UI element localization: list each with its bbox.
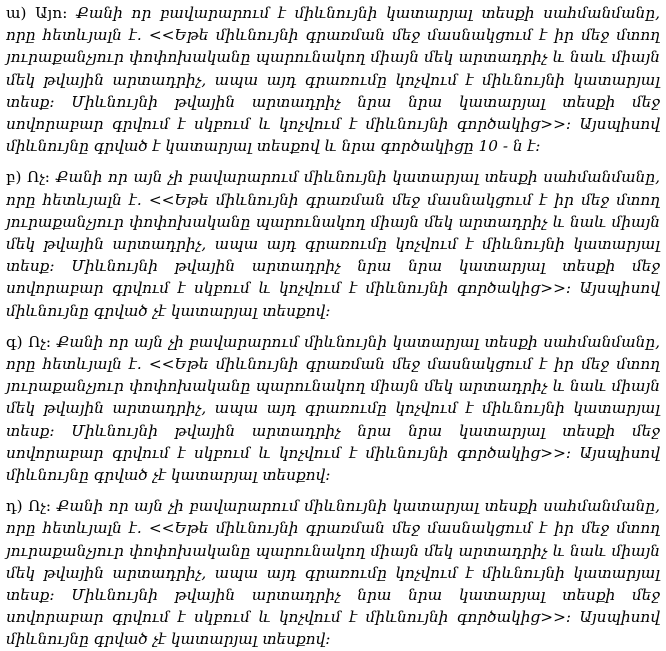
option-explanation: Քանի որ այն չի բավարարում միևնույնի կատարյալ տեսքի սահմանմանը, որը հետևյալն է. <<Եթե միևնույնի գրառման մեջ մասնակցում է իր մեջ մտող յուրաքանչյուր փոփոխականը պարունակող միայն մեկ արտադրիչ և նաև միայն մեկ թվային արտադրիչ, ապա այդ գրառումը կոչվում է միևնույնի կատարյալ տեսք: Միևնույնի թվային արտադրիչ նրա նրա կատարյալ տեսքի մեջ սովորաբար գրվում է սկբում և կոչվում է միևնույնի գործակից>>: Այսպիսով միևնույնը գրված չէ կատարյալ տեսքով: bbox=[6, 332, 660, 485]
answer-option-a bbox=[6, 2, 660, 157]
answer-option-d bbox=[6, 495, 660, 650]
option-marker: ա) Այո: bbox=[6, 4, 68, 22]
option-marker: դ) Ոչ: bbox=[6, 497, 52, 516]
option-explanation: Քանի որ այն չի բավարարում միևնույնի կատարյալ տեսքի սահմանմանը, որը հետևյալն է. <<Եթե միևնույնի գրառման մեջ մասնակցում է իր մեջ մտող յուրաքանչյուր փոփոխականը պարունակող միայն մեկ արտադրիչ և նաև միայն մեկ թվային արտադրիչ, ապա այդ գրառումը կոչվում է միևնույնի կատարյալ տեսք: Միևնույնի թվային արտադրիչ նրա նրա կատարյալ տեսքի մեջ սովորաբար գրվում է սկբում և կոչվում է միևնույնի գործակից>>: Այսպիսով միևնույնը գրված չէ կատարյալ տեսքով: bbox=[6, 497, 660, 649]
option-explanation: Քանի որ այն չի բավարարում միևնույնի կատարյալ տեսքի սահմանմանը, որը հետևյալն է. <<Եթե միևնույնի գրառման մեջ մասնակցում է իր մեջ մտող յուրաքանչյուր փոփոխականը պարունակող միայն մեկ արտադրիչ և նաև միայն մեկ թվային արտադրիչ, ապա այդ գրառումը կոչվում է միևնույնի կատարյալ տեսք: Միևնույնի թվային արտադրիչ նրա նրա կատարյալ տեսքի մեջ սովորաբար գրվում է սկբում և կոչվում է միևնույնի գործակից>>: Այսպիսով միևնույնը գրված չէ կատարյալ տեսքով: bbox=[6, 168, 660, 320]
answer-option-b bbox=[6, 166, 660, 321]
answer-options-document bbox=[6, 2, 660, 651]
option-explanation: Քանի որ բավարարում է միևնույնի կատարյալ տեսքի սահմանմանը, որը հետևյալն է. <<Եթե միևնույնի գրառման մեջ մասնակցում է իր մեջ մտող յուրաքանչյուր փոփոխականը պարունակող միայն մեկ արտադրիչ և նաև միայն մեկ թվային արտադրիչ, ապա այդ գրառումը կոչվում է միևնույնի կատարյալ տեսք: Միևնույնի թվային արտադրիչ նրա նրա կատարյալ տեսքի մեջ սովորաբար գրվում է սկբում և կոչվում է միևնույնի գործակից>>: Այսպիսով միևնույնը գրված է կատարյալ տեսքով և նրա գործակիցը 10 - ն է: bbox=[6, 4, 660, 156]
option-marker: գ) Ոչ: bbox=[6, 332, 52, 351]
option-marker: բ) Ոչ: bbox=[6, 168, 50, 187]
answer-option-c bbox=[6, 331, 660, 486]
